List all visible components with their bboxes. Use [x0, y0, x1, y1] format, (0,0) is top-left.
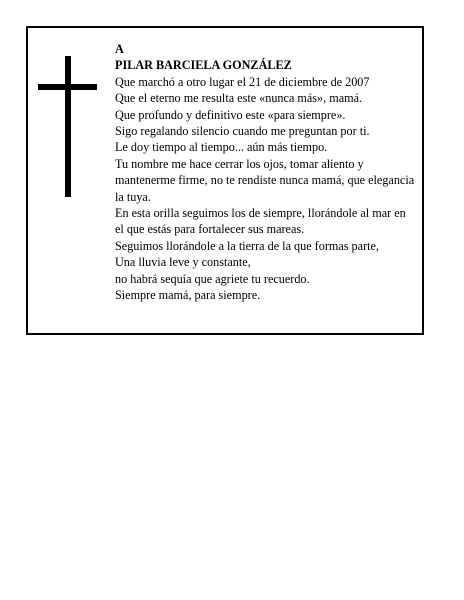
obituary-notice: [26, 26, 424, 335]
dedication-label: A: [115, 42, 124, 56]
cross-vertical-bar: [65, 56, 71, 197]
verse-line: Le doy tiempo al tiempo... aún más tiempo.: [115, 140, 328, 155]
verse-line: Tu nombre me hace cerrar los ojos, tomar aliento y mantenerme firme, no te rendiste nunca mamá, que elegancia la tuya.: [115, 156, 415, 204]
cross-horizontal-bar: [38, 84, 97, 90]
verse-line: no habrá sequía que agriete tu recuerdo.: [115, 271, 310, 286]
verse-line: Siempre mamá, para siempre.: [115, 288, 261, 303]
verse-line: Seguimos llorándole a la tierra de la que formas parte,: [115, 238, 379, 253]
verse-line: Sigo regalando silencio cuando me preguntan por ti.: [115, 124, 370, 139]
verse-line: Que profundo y definitivo este «para siempre».: [115, 107, 346, 122]
verse-line: Una lluvia leve y constante,: [115, 255, 251, 270]
obituary-text: [115, 41, 415, 304]
verse-line: Que el eterno me resulta este «nunca más», mamá.: [115, 91, 363, 106]
deceased-name: PILAR BARCIELA GONZÁLEZ: [115, 58, 292, 73]
verse-line: Que marchó a otro lugar el 21 de diciembre de 2007: [115, 74, 370, 89]
verse-line: En esta orilla seguimos los de siempre, llorándole al mar en el que estás para fortalecer sus mareas.: [115, 206, 406, 237]
